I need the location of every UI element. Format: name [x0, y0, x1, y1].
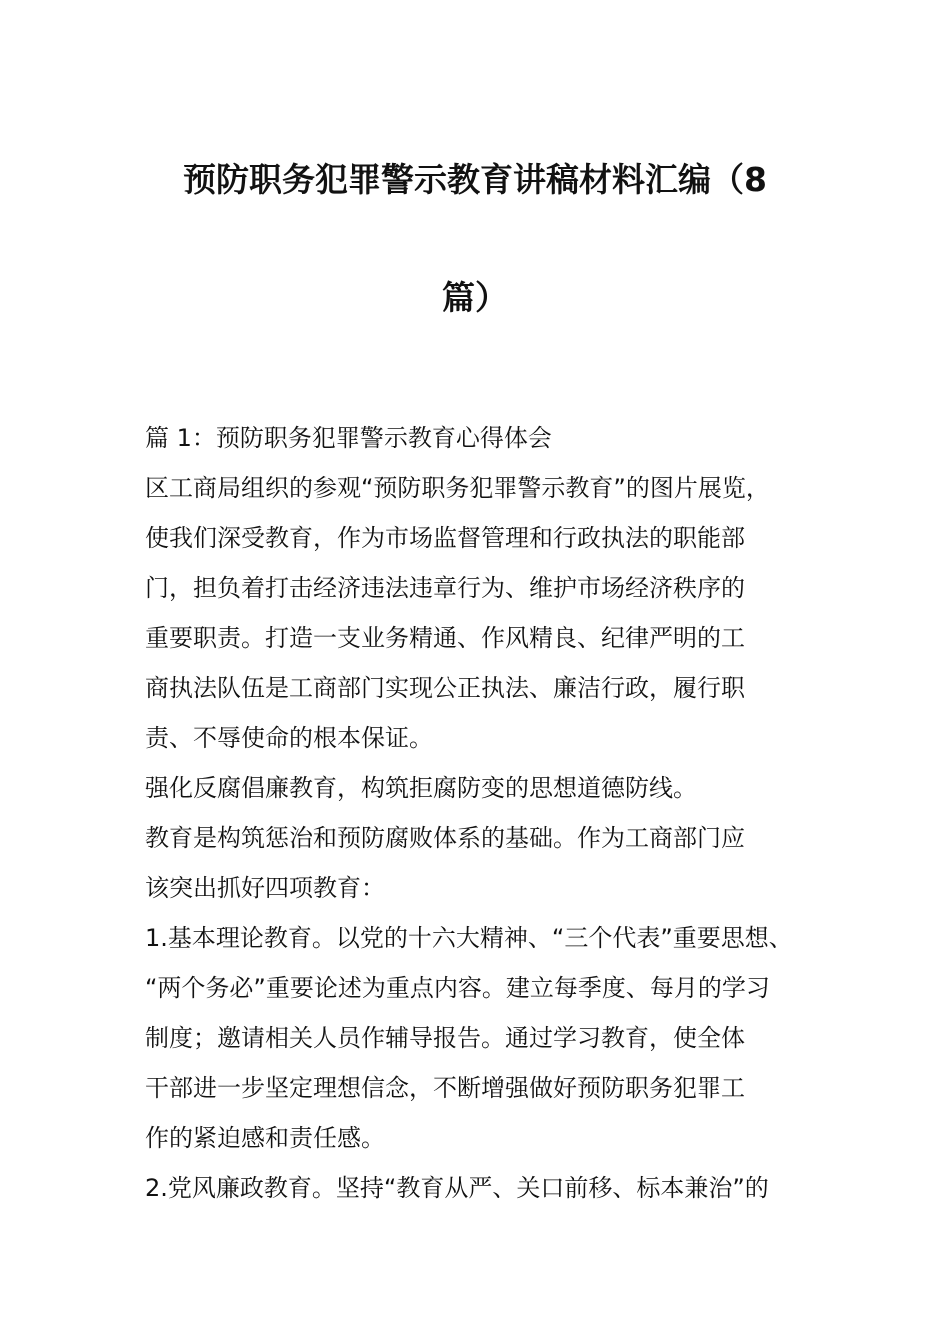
document-title-line-1: 预防职务犯罪警示教育讲稿材料汇编（8	[183, 160, 767, 199]
paragraph-line: 制度；邀请相关人员作辅导报告。通过学习教育，使全体	[145, 1024, 745, 1052]
paragraph-line: 1.基本理论教育。以党的十六大精神、“三个代表”重要思想、	[145, 924, 793, 952]
paragraph-line: 使我们深受教育，作为市场监督管理和行政执法的职能部	[145, 524, 745, 552]
paragraph-line: 干部进一步坚定理想信念，不断增强做好预防职务犯罪工	[145, 1074, 745, 1102]
paragraph-line: 2.党风廉政教育。坚持“教育从严、关口前移、标本兼治”的	[145, 1174, 769, 1202]
paragraph-line: 区工商局组织的参观“预防职务犯罪警示教育”的图片展览，	[145, 474, 770, 502]
paragraph-line: 门，担负着打击经济违法违章行为、维护市场经济秩序的	[145, 574, 745, 602]
section-heading: 篇 1：预防职务犯罪警示教育心得体会	[145, 424, 552, 452]
paragraph-line: 强化反腐倡廉教育，构筑拒腐防变的思想道德防线。	[145, 774, 697, 802]
document-title-line-2: 篇）	[442, 278, 508, 317]
paragraph-line: 重要职责。打造一支业务精通、作风精良、纪律严明的工	[145, 624, 745, 652]
paragraph-line: 该突出抓好四项教育：	[145, 874, 385, 902]
paragraph-line: 商执法队伍是工商部门实现公正执法、廉洁行政，履行职	[145, 674, 745, 702]
paragraph-line: 作的紧迫感和责任感。	[145, 1124, 385, 1152]
paragraph-line: “两个务必”重要论述为重点内容。建立每季度、每月的学习	[145, 974, 770, 1002]
paragraph-line: 责、不辱使命的根本保证。	[145, 724, 433, 752]
paragraph-line: 教育是构筑惩治和预防腐败体系的基础。作为工商部门应	[145, 824, 745, 852]
